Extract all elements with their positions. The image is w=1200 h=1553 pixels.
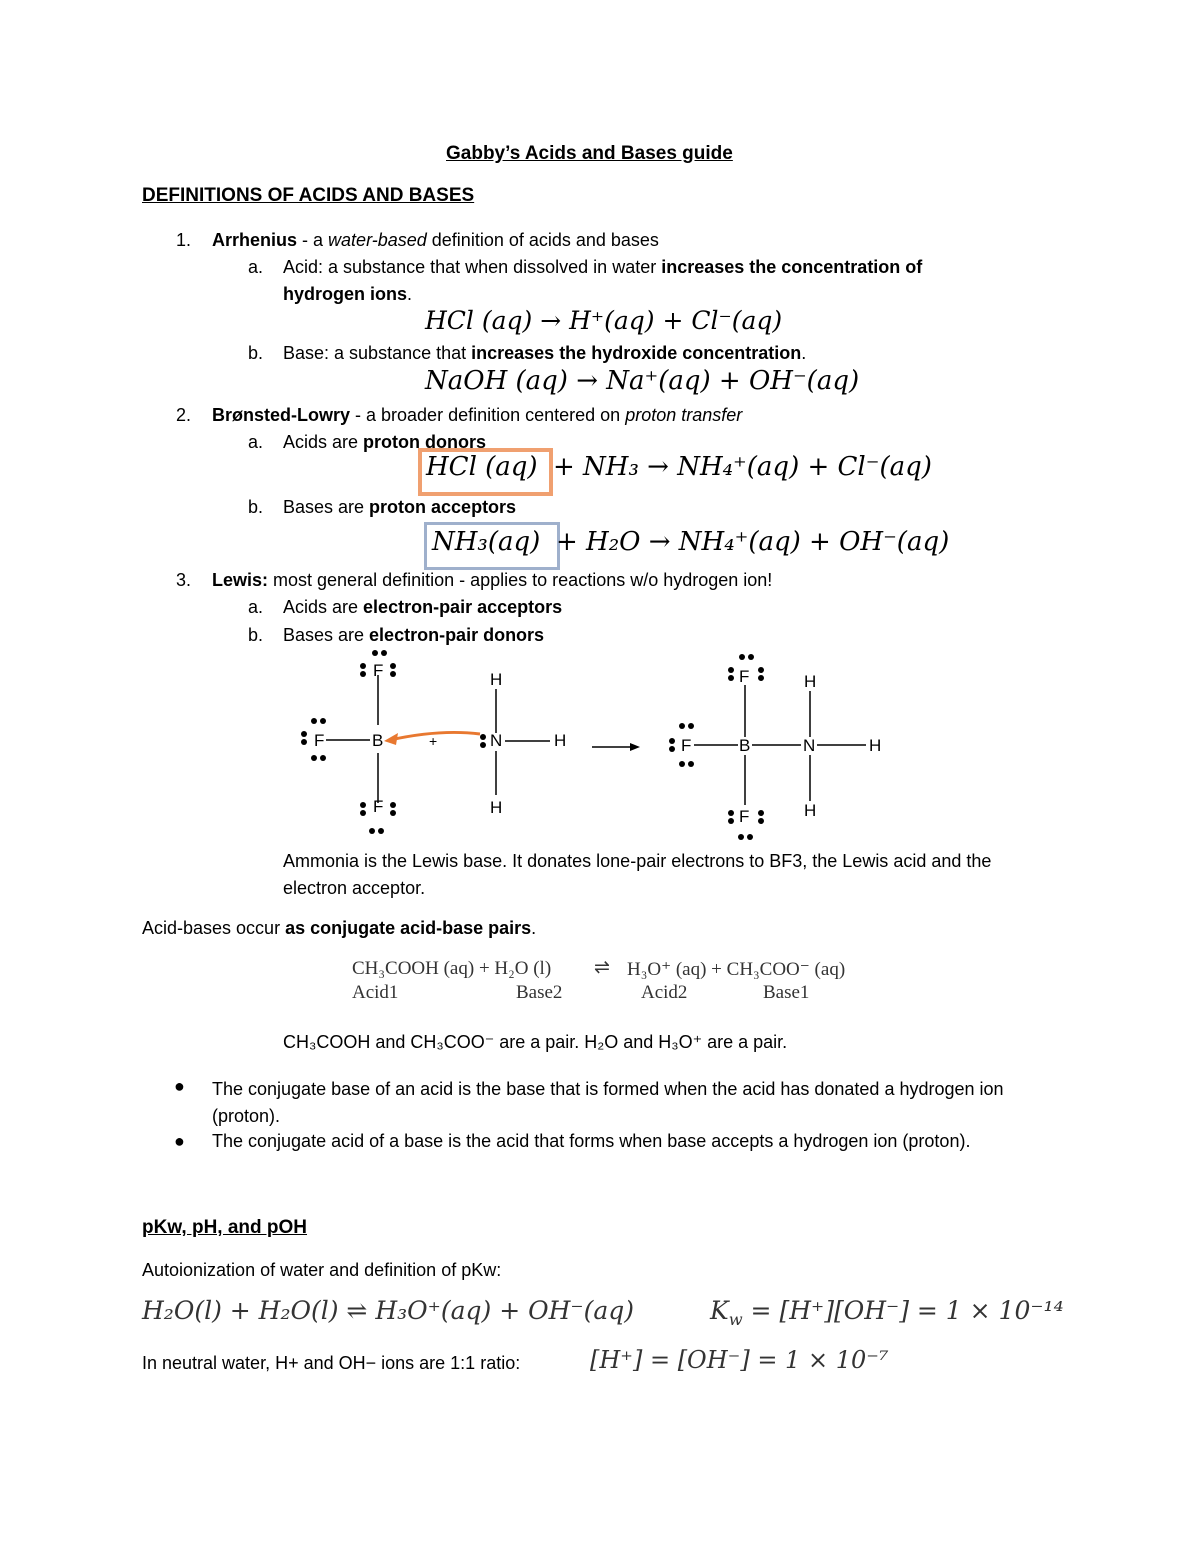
conjugate-equation-right: H₃O⁺ (aq) + CH₃COO⁻ (aq): [627, 959, 846, 980]
bold-text: increases the hydroxide concentration: [471, 343, 802, 363]
item-number: 1.: [176, 230, 192, 250]
text: Acids are: [283, 432, 364, 452]
equilibrium-arrows: ⇌: [594, 957, 610, 978]
kw-subscript: w: [728, 1310, 743, 1329]
conjugate-equation-left: CH₃COOH (aq) + H₂O (l): [352, 958, 552, 979]
equation-naoh: NaOH (aq) → Na⁺(aq) + OH⁻(aq): [425, 366, 860, 396]
bronsted-base-line: [283, 497, 516, 518]
atom-f-top: F: [739, 667, 750, 686]
equation-base-boxed: NH₃(aq): [432, 527, 541, 557]
plus-sign: +: [429, 733, 438, 749]
arrhenius-name: Arrhenius: [212, 230, 298, 250]
arrow-head: [384, 733, 398, 745]
lewis-acid-line: [283, 597, 562, 618]
bronsted-name: Brønsted-Lowry: [212, 405, 351, 425]
text: Acids are: [283, 597, 364, 617]
item-number: 2.: [176, 405, 192, 425]
letter-b: b.: [248, 625, 264, 645]
bullet-icon: ●: [174, 1076, 185, 1096]
bold-text: increases the concentration of: [661, 257, 923, 277]
atom-n: N: [490, 731, 503, 750]
bold-text: proton donors: [363, 432, 487, 452]
letter-b: b.: [248, 343, 264, 363]
item-number: 3.: [176, 570, 192, 590]
text: .: [801, 343, 807, 363]
arrhenius-item: [176, 230, 191, 251]
emphasis: proton transfer: [625, 405, 743, 425]
lewis-name: Lewis:: [212, 570, 269, 590]
text: Base: a substance that: [283, 343, 472, 363]
page-title: Gabby’s Acids and Bases guide: [446, 143, 733, 164]
atom-f-left: F: [314, 731, 325, 750]
bronsted-line: [212, 405, 742, 426]
text: Bases are: [283, 625, 370, 645]
label-acid1: Acid1: [352, 982, 399, 1003]
text: Acid-bases occur: [142, 918, 286, 938]
lewis-caption: Ammonia is the Lewis base. It donates lone-pair electrons to BF3, the Lewis acid and the electron acceptor.: [283, 851, 992, 898]
letter-a: a.: [248, 597, 264, 617]
text: definition of acids and bases: [426, 230, 659, 250]
atom-f-top: F: [373, 661, 384, 680]
section-heading-pkw: pKw, pH, and pOH: [142, 1217, 308, 1238]
atom-f-left: F: [681, 736, 692, 755]
lewis-line: [212, 570, 772, 591]
lewis-structure-diagram: [290, 645, 910, 850]
label-base2: Base2: [516, 982, 563, 1003]
text: Acid: a substance that when dissolved in water: [283, 257, 662, 277]
autoionization-text: Autoionization of water and definition of pKw:: [142, 1260, 502, 1280]
section-heading-definitions: DEFINITIONS OF ACIDS AND BASES: [142, 185, 475, 206]
conjugate-intro: [142, 918, 536, 939]
label-acid2: Acid2: [641, 982, 688, 1003]
arrhenius-line: [212, 230, 659, 251]
equation-acid-rest: + NH₃ → NH₄⁺(aq) + Cl⁻(aq): [553, 452, 932, 482]
text: .: [407, 284, 413, 304]
text: Bases are: [283, 497, 370, 517]
neutral-text: In neutral water, H+ and OH− ions are 1:1 ratio:: [142, 1353, 521, 1373]
bold-text: as conjugate acid-base pairs: [285, 918, 532, 938]
atom-h-top: H: [490, 670, 503, 689]
letter-a: a.: [248, 257, 264, 277]
atom-n: N: [803, 736, 816, 755]
atom-h-bottom: H: [804, 801, 817, 820]
bold-text: proton acceptors: [369, 497, 517, 517]
bold-text: electron-pair acceptors: [363, 597, 563, 617]
label-base1: Base1: [763, 982, 810, 1003]
arrhenius-acid-line1: [283, 257, 922, 278]
equation-water: H₂O(l) + H₂O(l) ⇌ H₃O⁺(aq) + OH⁻(aq): [142, 1296, 635, 1325]
bullet-item: The conjugate base of an acid is the base that is formed when the acid has donated a hydrogen ion (proton).: [212, 1079, 1004, 1126]
atom-h-top: H: [804, 672, 817, 691]
letter-a: a.: [248, 432, 264, 452]
atom-b: B: [372, 731, 384, 750]
kw-rest: = [H⁺][OH⁻] = 1 × 10⁻¹⁴: [742, 1296, 1064, 1325]
arrow-head: [630, 743, 640, 751]
emphasis: water-based: [328, 230, 427, 250]
text: most general definition - applies to reactions w/o hydrogen ion!: [268, 570, 773, 590]
pair-text: CH₃COOH and CH₃COO⁻ are a pair. H₂O and H₃O⁺ are a pair.: [283, 1032, 788, 1052]
equation-base-rest: + H₂O → NH₄⁺(aq) + OH⁻(aq): [556, 527, 950, 557]
atom-b: B: [739, 736, 751, 755]
equation-kw: [710, 1296, 1064, 1329]
letter-b: b.: [248, 497, 264, 517]
text: - a broader definition centered on: [350, 405, 626, 425]
atom-h-right: H: [554, 731, 567, 750]
bullet-icon: ●: [174, 1131, 185, 1151]
equation-hcl: HCl (aq) → H⁺(aq) + Cl⁻(aq): [425, 306, 783, 335]
arrhenius-base-line: [283, 343, 806, 364]
bold-text: hydrogen ions: [283, 284, 408, 304]
atom-f-bottom: F: [373, 797, 384, 816]
equation-acid-boxed: HCl (aq): [426, 452, 538, 482]
atom-h-right: H: [869, 736, 882, 755]
text: - a: [297, 230, 329, 250]
lewis-base-line: [283, 625, 544, 646]
bold-text: electron-pair donors: [369, 625, 545, 645]
atom-f-bottom: F: [739, 807, 750, 826]
bullet-item: The conjugate acid of a base is the acid that forms when base accepts a hydrogen ion (proton).: [212, 1131, 971, 1151]
text: .: [531, 918, 537, 938]
arrhenius-acid-line2: [283, 284, 412, 305]
equation-neutral: [H⁺] = [OH⁻] = 1 × 10⁻⁷: [590, 1346, 889, 1374]
atom-h-bottom: H: [490, 798, 503, 817]
kw-symbol: K: [710, 1296, 729, 1325]
